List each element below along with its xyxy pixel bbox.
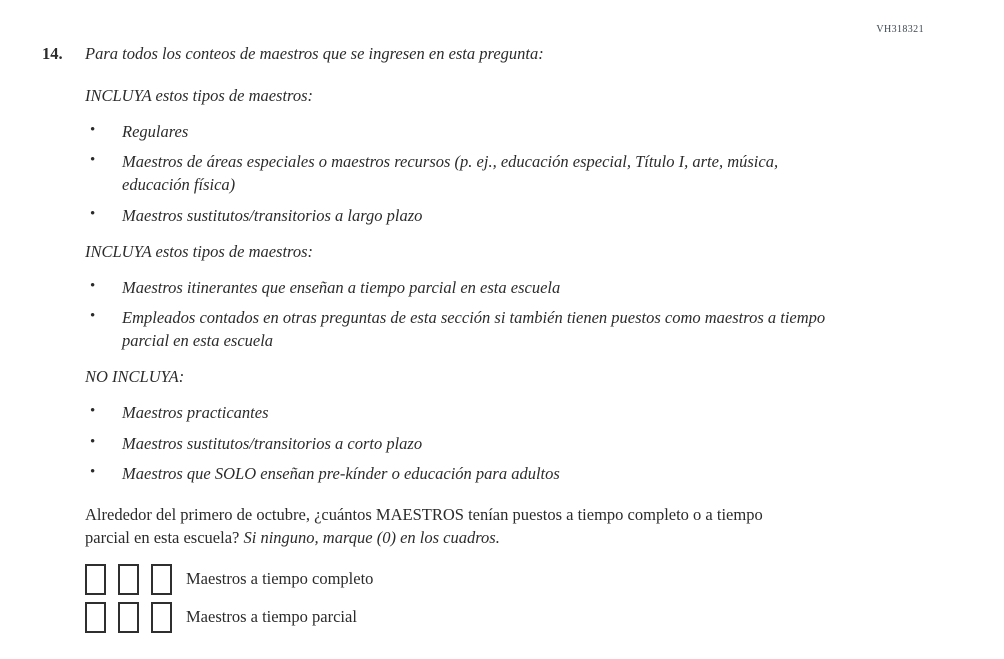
bullet-icon: • [90, 463, 96, 480]
final-question [85, 503, 780, 550]
bullet-icon: • [90, 308, 96, 324]
section-heading: INCLUYA estos tipos de maestros: [85, 86, 314, 105]
bullet-text: Maestros itinerantes que enseñan a tiempo parcial en esta escuela [122, 277, 561, 297]
answer-rows [85, 564, 1004, 633]
bullet-text: Maestros que SOLO enseñan pre-kínder o educación para adultos [122, 463, 560, 483]
section-heading: NO INCLUYA: [85, 367, 185, 387]
sections [85, 85, 1004, 485]
bullet-item [85, 120, 1004, 143]
bullet-text: Regulares [122, 122, 189, 142]
bullet-icon: • [90, 433, 96, 450]
bullet-text: Maestros sustitutos/transitorios a corto plazo [122, 433, 423, 453]
bullet-text: Empleados contados en otras preguntas de esta sección si también tienen puestos como maestros a tiempo parcial en esta escuela [122, 308, 826, 351]
section-heading: INCLUYA estos tipos de maestros: [85, 241, 314, 261]
write-in-box[interactable] [85, 564, 106, 595]
bullet-item [85, 276, 1004, 299]
question-intro-text: Para todos los conteos de maestros que se ingresen en esta pregunta: [85, 44, 544, 63]
bullet-item [85, 306, 1004, 352]
form-code: VH318321 [876, 24, 924, 35]
bullet-icon: • [90, 403, 96, 420]
bullet-text: Maestros practicantes [122, 403, 269, 423]
bullet-text: Maestros sustitutos/transitorios a largo plazo [122, 205, 423, 225]
bullet-item [85, 204, 1004, 227]
bullet-item [85, 462, 1004, 485]
bullet-icon: • [90, 122, 96, 139]
bullet-icon: • [90, 277, 96, 294]
write-in-box[interactable] [118, 564, 139, 595]
answer-row-label: Maestros a tiempo parcial [186, 607, 357, 627]
write-in-box[interactable] [151, 602, 172, 633]
bullet-item [85, 401, 1004, 424]
final-question-text: Alrededor del primero de octubre, ¿cuántos MAESTROS tenían puestos a tiempo completo o a tiempo parcial en esta escuela? [85, 504, 763, 548]
bullet-icon: • [90, 152, 96, 169]
write-in-box[interactable] [118, 602, 139, 633]
write-in-box[interactable] [151, 564, 172, 595]
bullet-text: Maestros de áreas especiales o maestros recursos (p. ej., educación especial, Título I, arte, música, educación física) [122, 152, 779, 195]
question-intro-row [42, 44, 1004, 64]
bullet-icon: • [90, 205, 96, 222]
question-number: 14. [42, 44, 63, 63]
bullet-item [85, 432, 1004, 455]
write-in-box[interactable] [85, 602, 106, 633]
answer-row-label: Maestros a tiempo completo [186, 569, 374, 589]
bullet-item [85, 150, 1004, 196]
answer-row [85, 564, 1004, 595]
final-question-note: Si ninguno, marque (0) en los cuadros. [243, 528, 500, 548]
answer-row [85, 602, 1004, 633]
